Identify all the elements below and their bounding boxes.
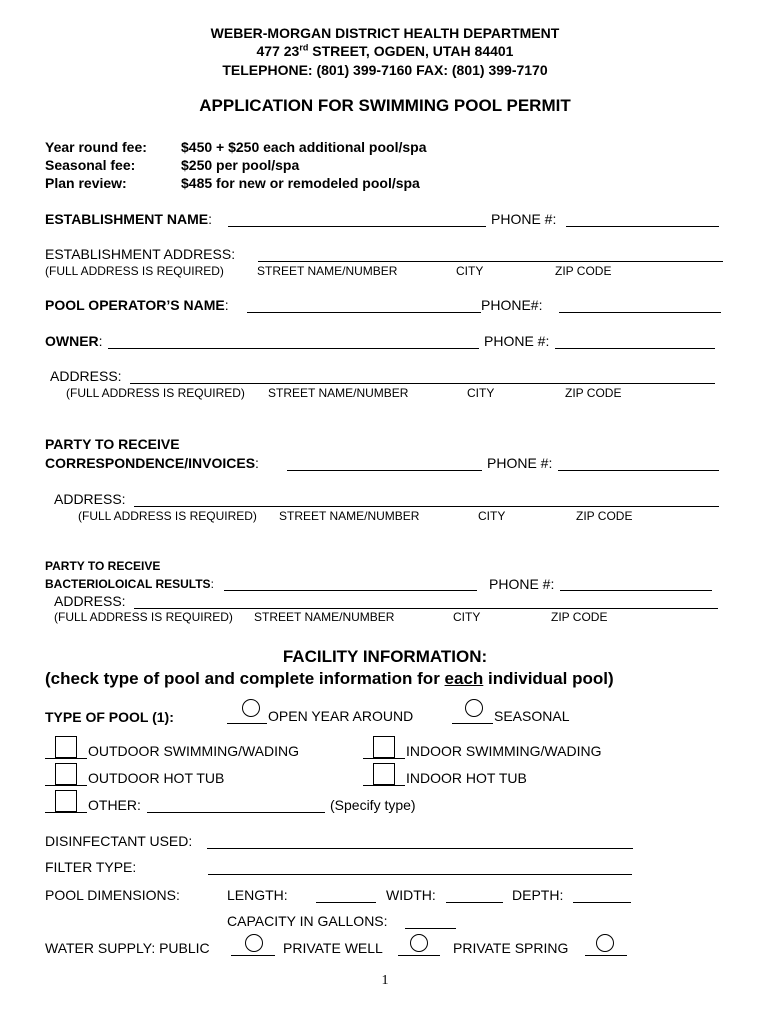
correspondence-phone-label: PHONE #: xyxy=(487,455,553,471)
bacteriological-address-label: ADDRESS: xyxy=(54,593,126,609)
pool-dimensions-label: POOL DIMENSIONS: xyxy=(45,887,180,903)
length-label: LENGTH: xyxy=(227,887,288,903)
private-spring-radio[interactable] xyxy=(596,934,614,952)
correspondence-address-label: ADDRESS: xyxy=(54,491,126,507)
private-spring-label: PRIVATE SPRING xyxy=(453,940,569,956)
other-checkbox[interactable] xyxy=(55,790,77,812)
establishment-zip-caption: ZIP CODE xyxy=(555,264,612,278)
bacteriological-zip-caption: ZIP CODE xyxy=(551,610,608,624)
capacity-label: CAPACITY IN GALLONS: xyxy=(227,913,388,929)
owner-label: OWNER: xyxy=(45,333,103,349)
owner-address-field[interactable] xyxy=(130,383,715,384)
owner-zip-caption: ZIP CODE xyxy=(565,386,622,400)
establishment-full-address-note: (FULL ADDRESS IS REQUIRED) xyxy=(45,264,224,278)
indoor-hot-checkbox[interactable] xyxy=(373,763,395,785)
width-label: WIDTH: xyxy=(386,887,436,903)
bacteriological-phone-field[interactable] xyxy=(560,590,712,591)
operator-phone-label: PHONE#: xyxy=(481,297,543,313)
disinfectant-field[interactable] xyxy=(207,848,633,849)
correspondence-name-field[interactable] xyxy=(287,470,482,471)
bacteriological-label-line1: PARTY TO RECEIVE xyxy=(45,559,161,573)
owner-name-field[interactable] xyxy=(108,348,479,349)
indoor-swim-label: INDOOR SWIMMING/WADING xyxy=(406,743,602,759)
correspondence-phone-field[interactable] xyxy=(558,470,719,471)
page-title: APPLICATION FOR SWIMMING POOL PERMIT xyxy=(199,96,571,115)
facility-subtitle: (check type of pool and complete information for each individual pool) xyxy=(45,669,614,688)
private-well-radio[interactable] xyxy=(410,934,428,952)
correspondence-address-field[interactable] xyxy=(134,506,719,507)
outdoor-swim-blank xyxy=(45,758,87,759)
establishment-address-field[interactable] xyxy=(258,261,723,262)
indoor-swim-checkbox[interactable] xyxy=(373,736,395,758)
filter-type-label: FILTER TYPE: xyxy=(45,859,137,875)
seasonal-label: SEASONAL xyxy=(494,708,570,724)
open-year-blank xyxy=(227,723,267,724)
other-specify-field[interactable] xyxy=(147,812,325,813)
establishment-name-label: ESTABLISHMENT NAME: xyxy=(45,211,212,227)
depth-field[interactable] xyxy=(573,902,631,903)
fee-value-seasonal: $250 per pool/spa xyxy=(181,157,300,173)
bacteriological-address-field[interactable] xyxy=(134,608,718,609)
type-of-pool-label: TYPE OF POOL (1): xyxy=(45,709,174,725)
water-supply-label: WATER SUPPLY: PUBLIC xyxy=(45,940,210,956)
seasonal-radio[interactable] xyxy=(465,699,483,717)
owner-street-caption: STREET NAME/NUMBER xyxy=(268,386,409,400)
capacity-field[interactable] xyxy=(405,928,456,929)
owner-phone-label: PHONE #: xyxy=(484,333,550,349)
fee-label-yearround: Year round fee: xyxy=(45,139,147,155)
bacteriological-city-caption: CITY xyxy=(453,610,481,624)
owner-city-caption: CITY xyxy=(467,386,495,400)
fee-value-planreview: $485 for new or remodeled pool/spa xyxy=(181,175,420,191)
bacteriological-phone-label: PHONE #: xyxy=(489,576,555,592)
private-well-blank xyxy=(398,955,440,956)
outdoor-hot-checkbox[interactable] xyxy=(55,763,77,785)
indoor-hot-label: INDOOR HOT TUB xyxy=(406,770,527,786)
correspondence-street-caption: STREET NAME/NUMBER xyxy=(279,509,420,523)
public-radio[interactable] xyxy=(245,934,263,952)
correspondence-label-line2: CORRESPONDENCE/INVOICES: xyxy=(45,455,259,471)
establishment-city-caption: CITY xyxy=(456,264,484,278)
establishment-phone-field[interactable] xyxy=(566,226,719,227)
private-well-label: PRIVATE WELL xyxy=(283,940,383,956)
bacteriological-full-address-note: (FULL ADDRESS IS REQUIRED) xyxy=(54,610,233,624)
establishment-name-field[interactable] xyxy=(228,226,486,227)
correspondence-label-line1: PARTY TO RECEIVE xyxy=(45,436,180,452)
width-field[interactable] xyxy=(446,902,503,903)
other-blank xyxy=(45,812,87,813)
bacteriological-name-field[interactable] xyxy=(224,590,477,591)
operator-name-label: POOL OPERATOR’S NAME: xyxy=(45,297,229,313)
correspondence-zip-caption: ZIP CODE xyxy=(576,509,633,523)
bacteriological-street-caption: STREET NAME/NUMBER xyxy=(254,610,395,624)
establishment-phone-label: PHONE #: xyxy=(491,211,557,227)
fee-label-planreview: Plan review: xyxy=(45,175,127,191)
org-address: 477 23rd STREET, OGDEN, UTAH 84401 xyxy=(256,42,514,59)
outdoor-swim-label: OUTDOOR SWIMMING/WADING xyxy=(88,743,300,759)
outdoor-swim-checkbox[interactable] xyxy=(55,736,77,758)
seasonal-blank xyxy=(452,723,493,724)
open-year-radio[interactable] xyxy=(242,699,260,717)
depth-label: DEPTH: xyxy=(512,887,564,903)
establishment-address-label: ESTABLISHMENT ADDRESS: xyxy=(45,246,236,262)
indoor-hot-blank xyxy=(363,785,405,786)
fee-label-seasonal: Seasonal fee: xyxy=(45,157,136,173)
establishment-street-caption: STREET NAME/NUMBER xyxy=(257,264,398,278)
private-spring-blank xyxy=(585,955,627,956)
org-phones: TELEPHONE: (801) 399-7160 FAX: (801) 399-7170 xyxy=(222,62,548,78)
page-number: 1 xyxy=(381,973,389,988)
length-field[interactable] xyxy=(316,902,376,903)
outdoor-hot-blank xyxy=(45,785,87,786)
correspondence-full-address-note: (FULL ADDRESS IS REQUIRED) xyxy=(78,509,257,523)
other-label: OTHER: xyxy=(88,797,141,813)
operator-name-field[interactable] xyxy=(247,312,481,313)
open-year-label: OPEN YEAR AROUND xyxy=(268,708,414,724)
filter-type-field[interactable] xyxy=(208,874,632,875)
other-specify-caption: (Specify type) xyxy=(330,797,416,813)
owner-full-address-note: (FULL ADDRESS IS REQUIRED) xyxy=(66,386,245,400)
facility-title: FACILITY INFORMATION: xyxy=(282,647,488,666)
fee-value-yearround: $450 + $250 each additional pool/spa xyxy=(181,139,427,155)
outdoor-hot-label: OUTDOOR HOT TUB xyxy=(88,770,225,786)
bacteriological-label-line2: BACTERIOLOICAL RESULTS: xyxy=(45,577,214,591)
owner-phone-field[interactable] xyxy=(555,348,715,349)
public-blank xyxy=(231,955,275,956)
disinfectant-label: DISINFECTANT USED: xyxy=(45,833,193,849)
org-name: WEBER-MORGAN DISTRICT HEALTH DEPARTMENT xyxy=(210,25,560,41)
operator-phone-field[interactable] xyxy=(559,312,721,313)
owner-address-label: ADDRESS: xyxy=(50,368,122,384)
correspondence-city-caption: CITY xyxy=(478,509,506,523)
indoor-swim-blank xyxy=(363,758,405,759)
